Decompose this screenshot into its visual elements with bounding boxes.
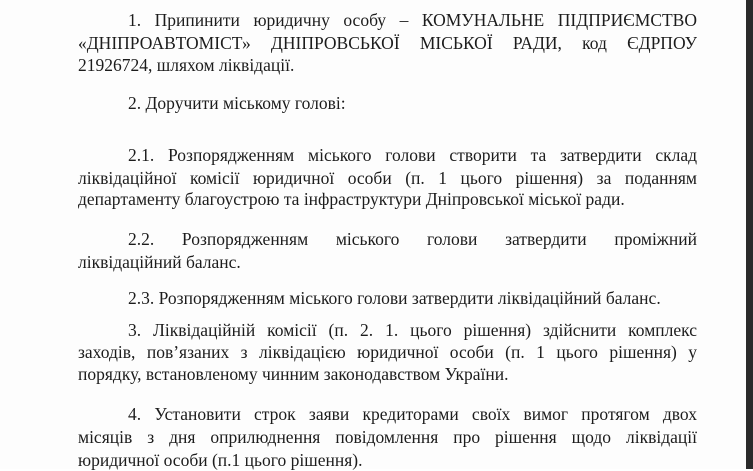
paragraph-2-line-1: 2. Доручити міському голові: — [128, 93, 346, 113]
paragraph-4-line-1: 4. Установити строк заяви кредиторами своїх вимог протягом двох — [128, 404, 697, 424]
paragraph-3-line-3: порядку, встановленому чинним законодавством України. — [78, 364, 509, 384]
scan-edge — [746, 0, 753, 469]
paragraph-2-2-line-2: ліквідаційний баланс. — [78, 252, 241, 272]
paragraph-3-line-1: 3. Ліквідаційній комісії (п. 2. 1. цього рішення) здійснити комплекс — [128, 320, 697, 340]
paragraph-4-line-3: юридичної особи (п.1 цього рішення). — [78, 450, 363, 470]
paragraph-2-1-line-1: 2.1. Розпорядженням міського голови створити та затвердити склад — [128, 145, 697, 165]
paragraph-2-1-line-3: департаменту благоустрою та інфраструктури Дніпровської міської ради. — [78, 189, 625, 209]
paragraph-2-2-line-1: 2.2. Розпорядженням міського голови затвердити проміжний — [128, 229, 697, 249]
paragraph-4-line-2: місяців з дня оприлюднення повідомлення про рішення щодо ліквідації — [78, 427, 697, 447]
paragraph-1-line-1: 1. Припинити юридичну особу – КОМУНАЛЬНЕ ПІДПРИЄМСТВО — [128, 10, 697, 30]
paragraph-2-1-line-2: ліквідаційної комісії юридичної особи (п. 1 цього рішення) за поданням — [78, 168, 697, 188]
paragraph-1-line-3: 21926724, шляхом ліквідації. — [78, 55, 295, 75]
paragraph-2-3-line-1: 2.3. Розпорядженням міського голови затвердити ліквідаційний баланс. — [128, 288, 661, 308]
paragraph-3-line-2: заходів, пов’язаних з ліквідацією юридичної особи (п. 1 цього рішення) у — [78, 342, 697, 362]
paragraph-1-line-2: «ДНІПРОАВТОМІСТ» ДНІПРОВСЬКОЇ МІСЬКОЇ РАДИ, код ЄДРПОУ — [78, 33, 697, 53]
